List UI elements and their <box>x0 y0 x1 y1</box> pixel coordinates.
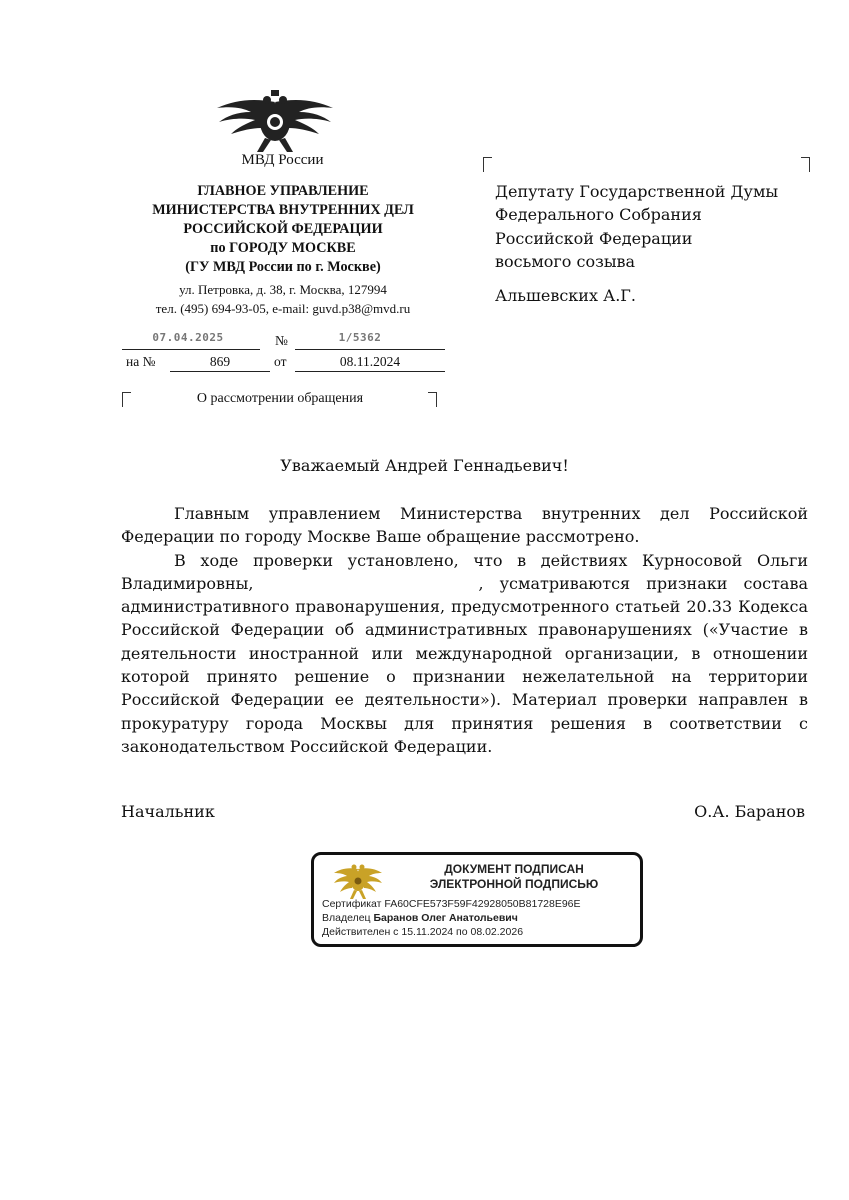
agency-contacts <box>118 280 448 318</box>
body-text-segment: В ходе проверки установлено, что в действиях Курносовой Ольги Владимировны, <box>121 550 808 593</box>
agency-full-name <box>118 182 448 277</box>
agency-short-name: МВД России <box>241 152 324 168</box>
reference-date-line <box>295 370 445 372</box>
gold-eagle-icon <box>332 861 384 901</box>
esign-owner <box>322 912 518 924</box>
esign-heading-line: ЭЛЕКТРОННОЙ ПОДПИСЬЮ <box>429 877 599 891</box>
agency-line: МИНИСТЕРСТВА ВНУТРЕННИХ ДЕЛ <box>152 202 414 218</box>
esign-owner-label: Владелец <box>322 912 371 924</box>
reference-date: 08.11.2024 <box>339 354 401 369</box>
agency-line: ГЛАВНОЕ УПРАВЛЕНИЕ <box>197 183 369 199</box>
body-paragraph <box>121 549 808 759</box>
esign-owner-value: Баранов Олег Анатольевич <box>373 912 518 924</box>
addressee-line: Российской Федерации <box>495 228 693 248</box>
esign-validity: Действителен с 15.11.2024 по 08.02.2026 <box>322 926 524 938</box>
esign-heading-line: ДОКУМЕНТ ПОДПИСАН <box>444 862 584 876</box>
body-paragraph: Главным управлением Министерства внутренних дел Российской Федерации по городу Москве Ваше обращение рассмотрено. <box>121 504 808 547</box>
addressee-corner-right <box>801 157 810 172</box>
agency-line: (ГУ МВД России по г. Москве) <box>185 259 381 275</box>
addressee-name: Альшевских А.Г. <box>495 286 636 305</box>
esign-certificate <box>322 898 581 910</box>
subject-corner-left <box>122 392 131 407</box>
subject-line: О рассмотрении обращения <box>196 391 364 406</box>
reference-number-label: на № <box>126 354 156 369</box>
agency-line: по ГОРОДУ МОСКВЕ <box>210 240 356 256</box>
greeting: Уважаемый Андрей Геннадьевич! <box>280 456 569 475</box>
subject-corner-right <box>428 392 437 407</box>
addressee-line: восьмого созыва <box>495 251 636 271</box>
signatory-name: О.А. Баранов <box>694 802 805 821</box>
agency-line: РОССИЙСКОЙ ФЕДЕРАЦИИ <box>183 221 383 237</box>
body-text-segment: , усматриваются признаки состава административного правонарушения, предусмотренного статьей 20.33 Кодекса Российской Федерации об административных правонарушениях («Участие в деятельности иностранной или международной организации, в отношении которой принято решение о признании нежелательной на территории Российской Федерации ее деятельности»). Материал проверки направлен в прокуратуру города Москвы для принятия решения в соответствии с законодательством Российской Федерации. <box>121 573 808 756</box>
signatory-title: Начальник <box>121 802 215 821</box>
esign-cert-value: FA60CFE573F59F42928050B81728E96E <box>384 898 581 910</box>
registration-number-label: № <box>275 333 288 348</box>
registration-date-line <box>122 348 260 350</box>
addressee-corner-left <box>483 157 492 172</box>
reference-date-label: от <box>274 354 287 369</box>
reference-number: 869 <box>209 354 231 369</box>
agency-address: ул. Петровка, д. 38, г. Москва, 127994 <box>179 282 387 297</box>
esign-heading <box>394 862 634 892</box>
addressee-line: Федерального Собрания <box>495 205 702 225</box>
registration-number-line <box>295 348 445 350</box>
addressee-block <box>495 180 778 273</box>
letter-body <box>121 502 808 758</box>
registration-number: 1/5362 <box>338 331 382 344</box>
reference-number-line <box>170 370 270 372</box>
addressee-line: Депутату Государственной Думы <box>495 182 779 201</box>
esign-cert-label: Сертификат <box>322 898 382 910</box>
electronic-signature-stamp <box>311 852 643 947</box>
agency-phone-email: тел. (495) 694-93-05, e-mail: guvd.p38@mvd.ru <box>155 301 411 316</box>
registration-date: 07.04.2025 <box>152 331 224 344</box>
mvd-emblem-icon <box>213 88 337 156</box>
